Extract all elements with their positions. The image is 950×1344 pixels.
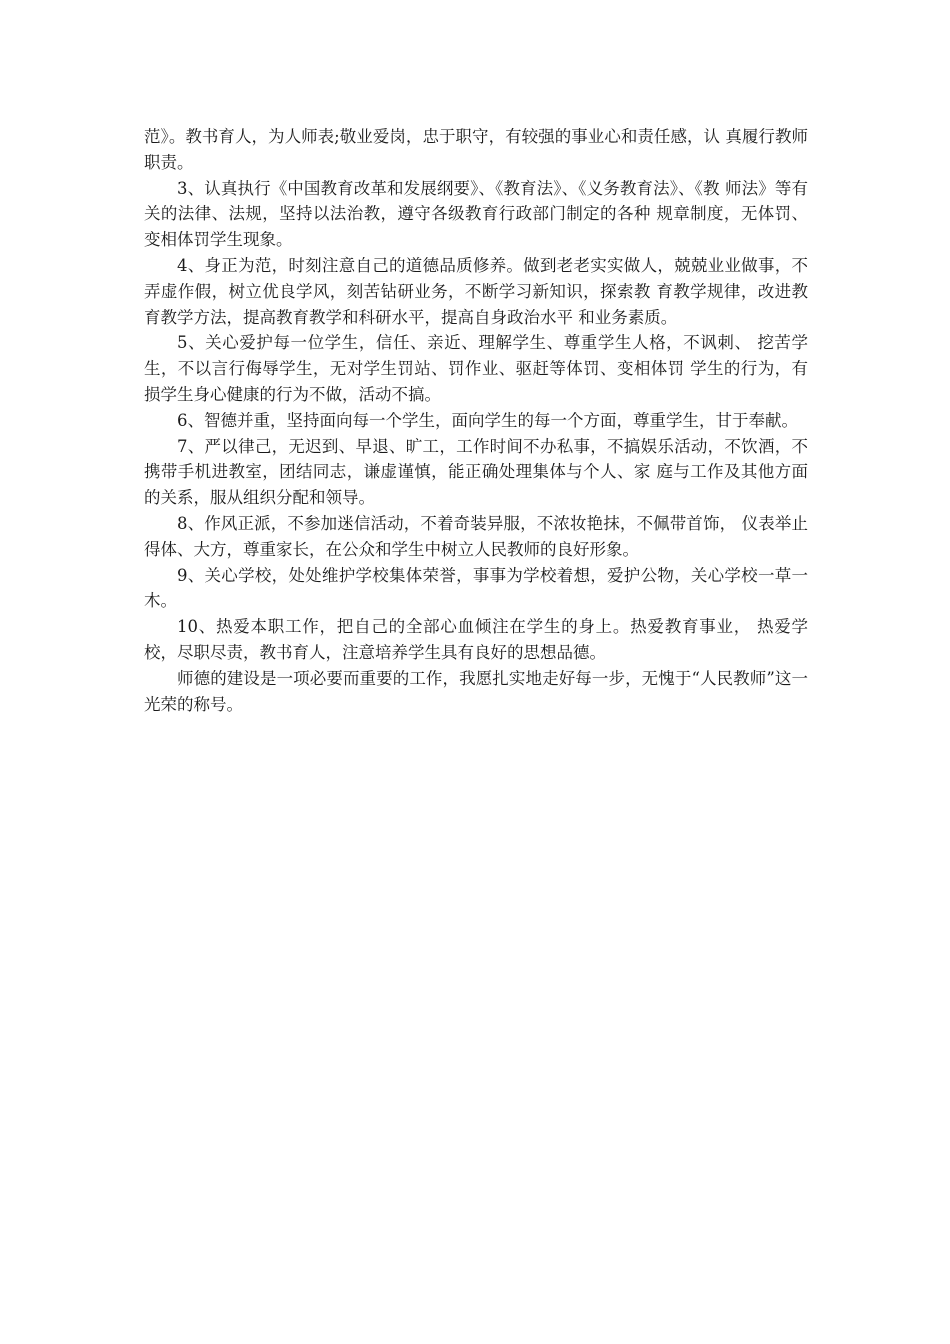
- paragraph-item-8: 8、作风正派，不参加迷信活动，不着奇装异服，不浓妆艳抹，不佩带首饰， 仪表举止得体、大方，尊重家长，在公众和学生中树立人民教师的良好形象。: [144, 513, 808, 559]
- document-body: [144, 124, 808, 717]
- paragraph-item-10: 10、热爱本职工作，把自己的全部心血倾注在学生的身上。热爱教育事业， 热爱学校，尽职尽责，教书育人，注意培养学生具有良好的思想品德。: [144, 617, 808, 662]
- paragraph-item-4: 4、身正为范，时刻注意自己的道德品质修养。做到老老实实做人，兢兢业业做事，不弄虚作假，树立优良学风，刻苦钻研业务，不断学习新知识，探索教 育教学规律，改进教育教学方法，提高教育教学和科研水平，提高自身政治水平 和业务素质。: [144, 255, 808, 327]
- paragraph-item-6: 6、智德并重，坚持面向每一个学生，面向学生的每一个方面，尊重学生，甘于奉献。: [177, 410, 798, 430]
- paragraph-item-5: 5、关心爱护每一位学生，信任、亲近、理解学生、尊重学生人格，不讽刺、 挖苦学生，不以言行侮辱学生，无对学生罚站、罚作业、驱赶等体罚、变相体罚 学生的行为，有损学生身心健康的行为不做，活动不搞。: [144, 333, 808, 404]
- paragraph-continuation: 范》。教书育人，为人师表;敬业爱岗，忠于职守，有较强的事业心和责任感，认 真履行教师职责。: [144, 127, 808, 172]
- paragraph-item-3: 3、认真执行《中国教育改革和发展纲要》、《教育法》、《义务教育法》、《教 师法》等有关的法律、法规，坚持以法治教，遵守各级教育行政部门制定的各种 规章制度，无体罚、变相体罚学生现象。: [144, 178, 808, 250]
- paragraph-item-9: 9、关心学校，处处维护学校集体荣誉，事事为学校着想，爱护公物，关心学校一草一木。: [144, 565, 808, 611]
- paragraph-item-7: 7、严以律己，无迟到、早退、旷工，工作时间不办私事，不搞娱乐活动，不饮酒，不携带手机进教室，团结同志，谦虚谨慎，能正确处理集体与个人、家 庭与工作及其他方面的关系，服从组织分配和领导。: [144, 436, 808, 508]
- paragraph-closing: 师德的建设是一项必要而重要的工作，我愿扎实地走好每一步，无愧于“人民教师”这一光荣的称号。: [144, 668, 808, 714]
